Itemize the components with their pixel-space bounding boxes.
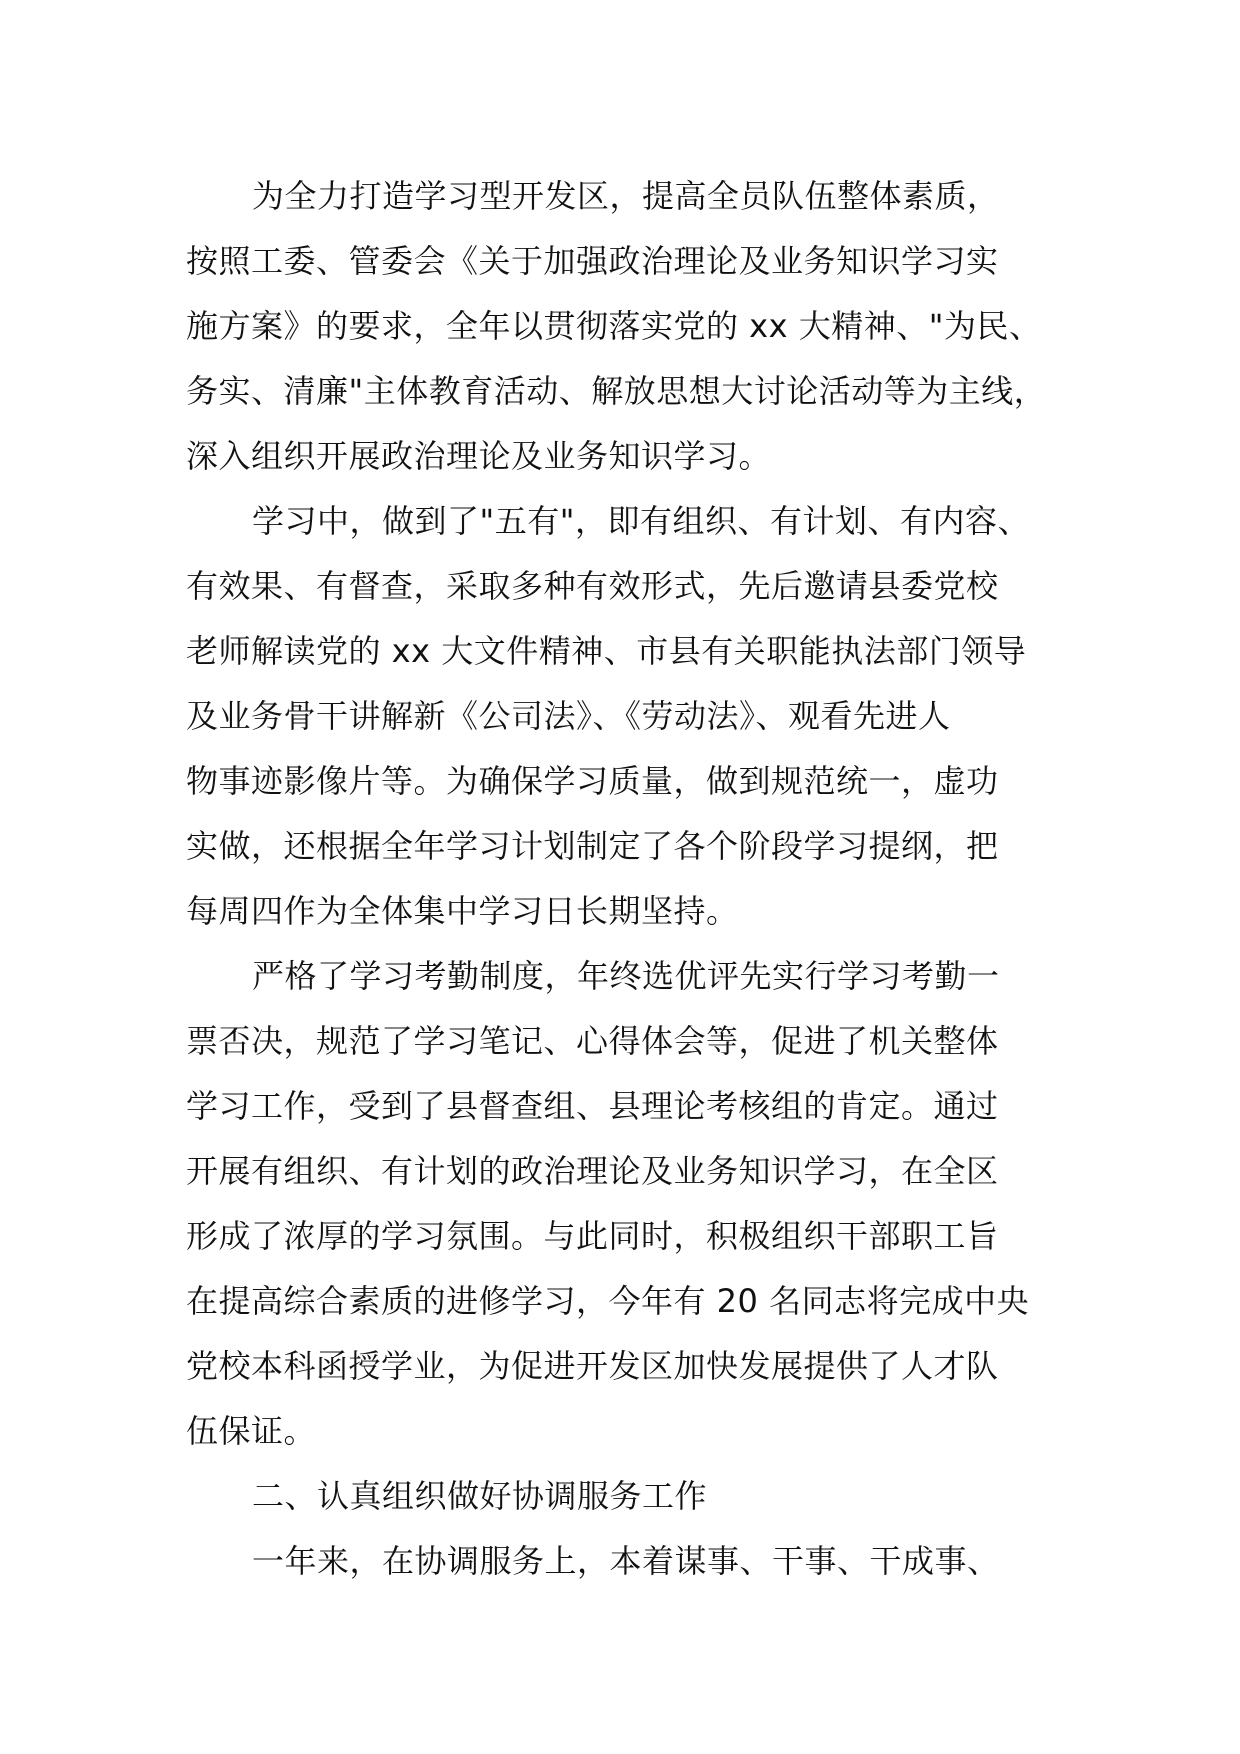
text-line: 深入组织开展政治理论及业务知识学习。 — [186, 437, 772, 475]
paragraph-2 — [186, 489, 1086, 944]
paragraph-3 — [186, 944, 1086, 1464]
text-line: 学习工作，受到了县督查组、县理论考核组的肯定。通过 — [186, 1087, 999, 1125]
text-line: 学习中，做到了"五有"，即有组织、有计划、有内容、 — [252, 502, 1030, 540]
text-line: 按照工委、管委会《关于加强政治理论及业务知识学习实 — [186, 242, 999, 280]
section-heading — [186, 1464, 1086, 1529]
text-line: 票否决，规范了学习笔记、心得体会等，促进了机关整体 — [186, 1022, 999, 1060]
text-line: 严格了学习考勤制度，年终选优评先实行学习考勤一 — [252, 957, 1000, 995]
text-line: 每周四作为全体集中学习日长期坚持。 — [186, 892, 739, 930]
text-line: 务实、清廉"主体教育活动、解放思想大讨论活动等为主线， — [186, 372, 1047, 410]
text-line: 及业务骨干讲解新《公司法》、《劳动法》、观看先进人 — [186, 697, 951, 735]
paragraph-1 — [186, 164, 1086, 489]
text-line: 物事迹影像片等。为确保学习质量，做到规范统一，虚功 — [186, 762, 999, 800]
text-line: 形成了浓厚的学习氛围。与此同时，积极组织干部职工旨 — [186, 1217, 999, 1255]
text-line: 党校本科函授学业，为促进开发区加快发展提供了人才队 — [186, 1347, 999, 1385]
text-line: 老师解读党的 xx 大文件精神、市县有关职能执法部门领导 — [186, 632, 1027, 670]
text-line: 伍保证。 — [186, 1412, 317, 1450]
paragraph-4 — [186, 1529, 1086, 1594]
section-heading-text: 二、认真组织做好协调服务工作 — [252, 1477, 708, 1515]
text-line: 施方案》的要求，全年以贯彻落实党的 xx 大精神、"为民、 — [186, 307, 1042, 345]
text-line: 为全力打造学习型开发区，提高全员队伍整体素质， — [252, 177, 1000, 215]
text-line: 一年来，在协调服务上，本着谋事、干事、干成事、 — [252, 1542, 1000, 1580]
text-line: 实做，还根据全年学习计划制定了各个阶段学习提纲，把 — [186, 827, 999, 865]
document-body — [186, 164, 1086, 1594]
text-line: 有效果、有督查，采取多种有效形式，先后邀请县委党校 — [186, 567, 999, 605]
text-line: 开展有组织、有计划的政治理论及业务知识学习，在全区 — [186, 1152, 999, 1190]
text-line: 在提高综合素质的进修学习，今年有 20 名同志将完成中央 — [186, 1282, 1030, 1320]
